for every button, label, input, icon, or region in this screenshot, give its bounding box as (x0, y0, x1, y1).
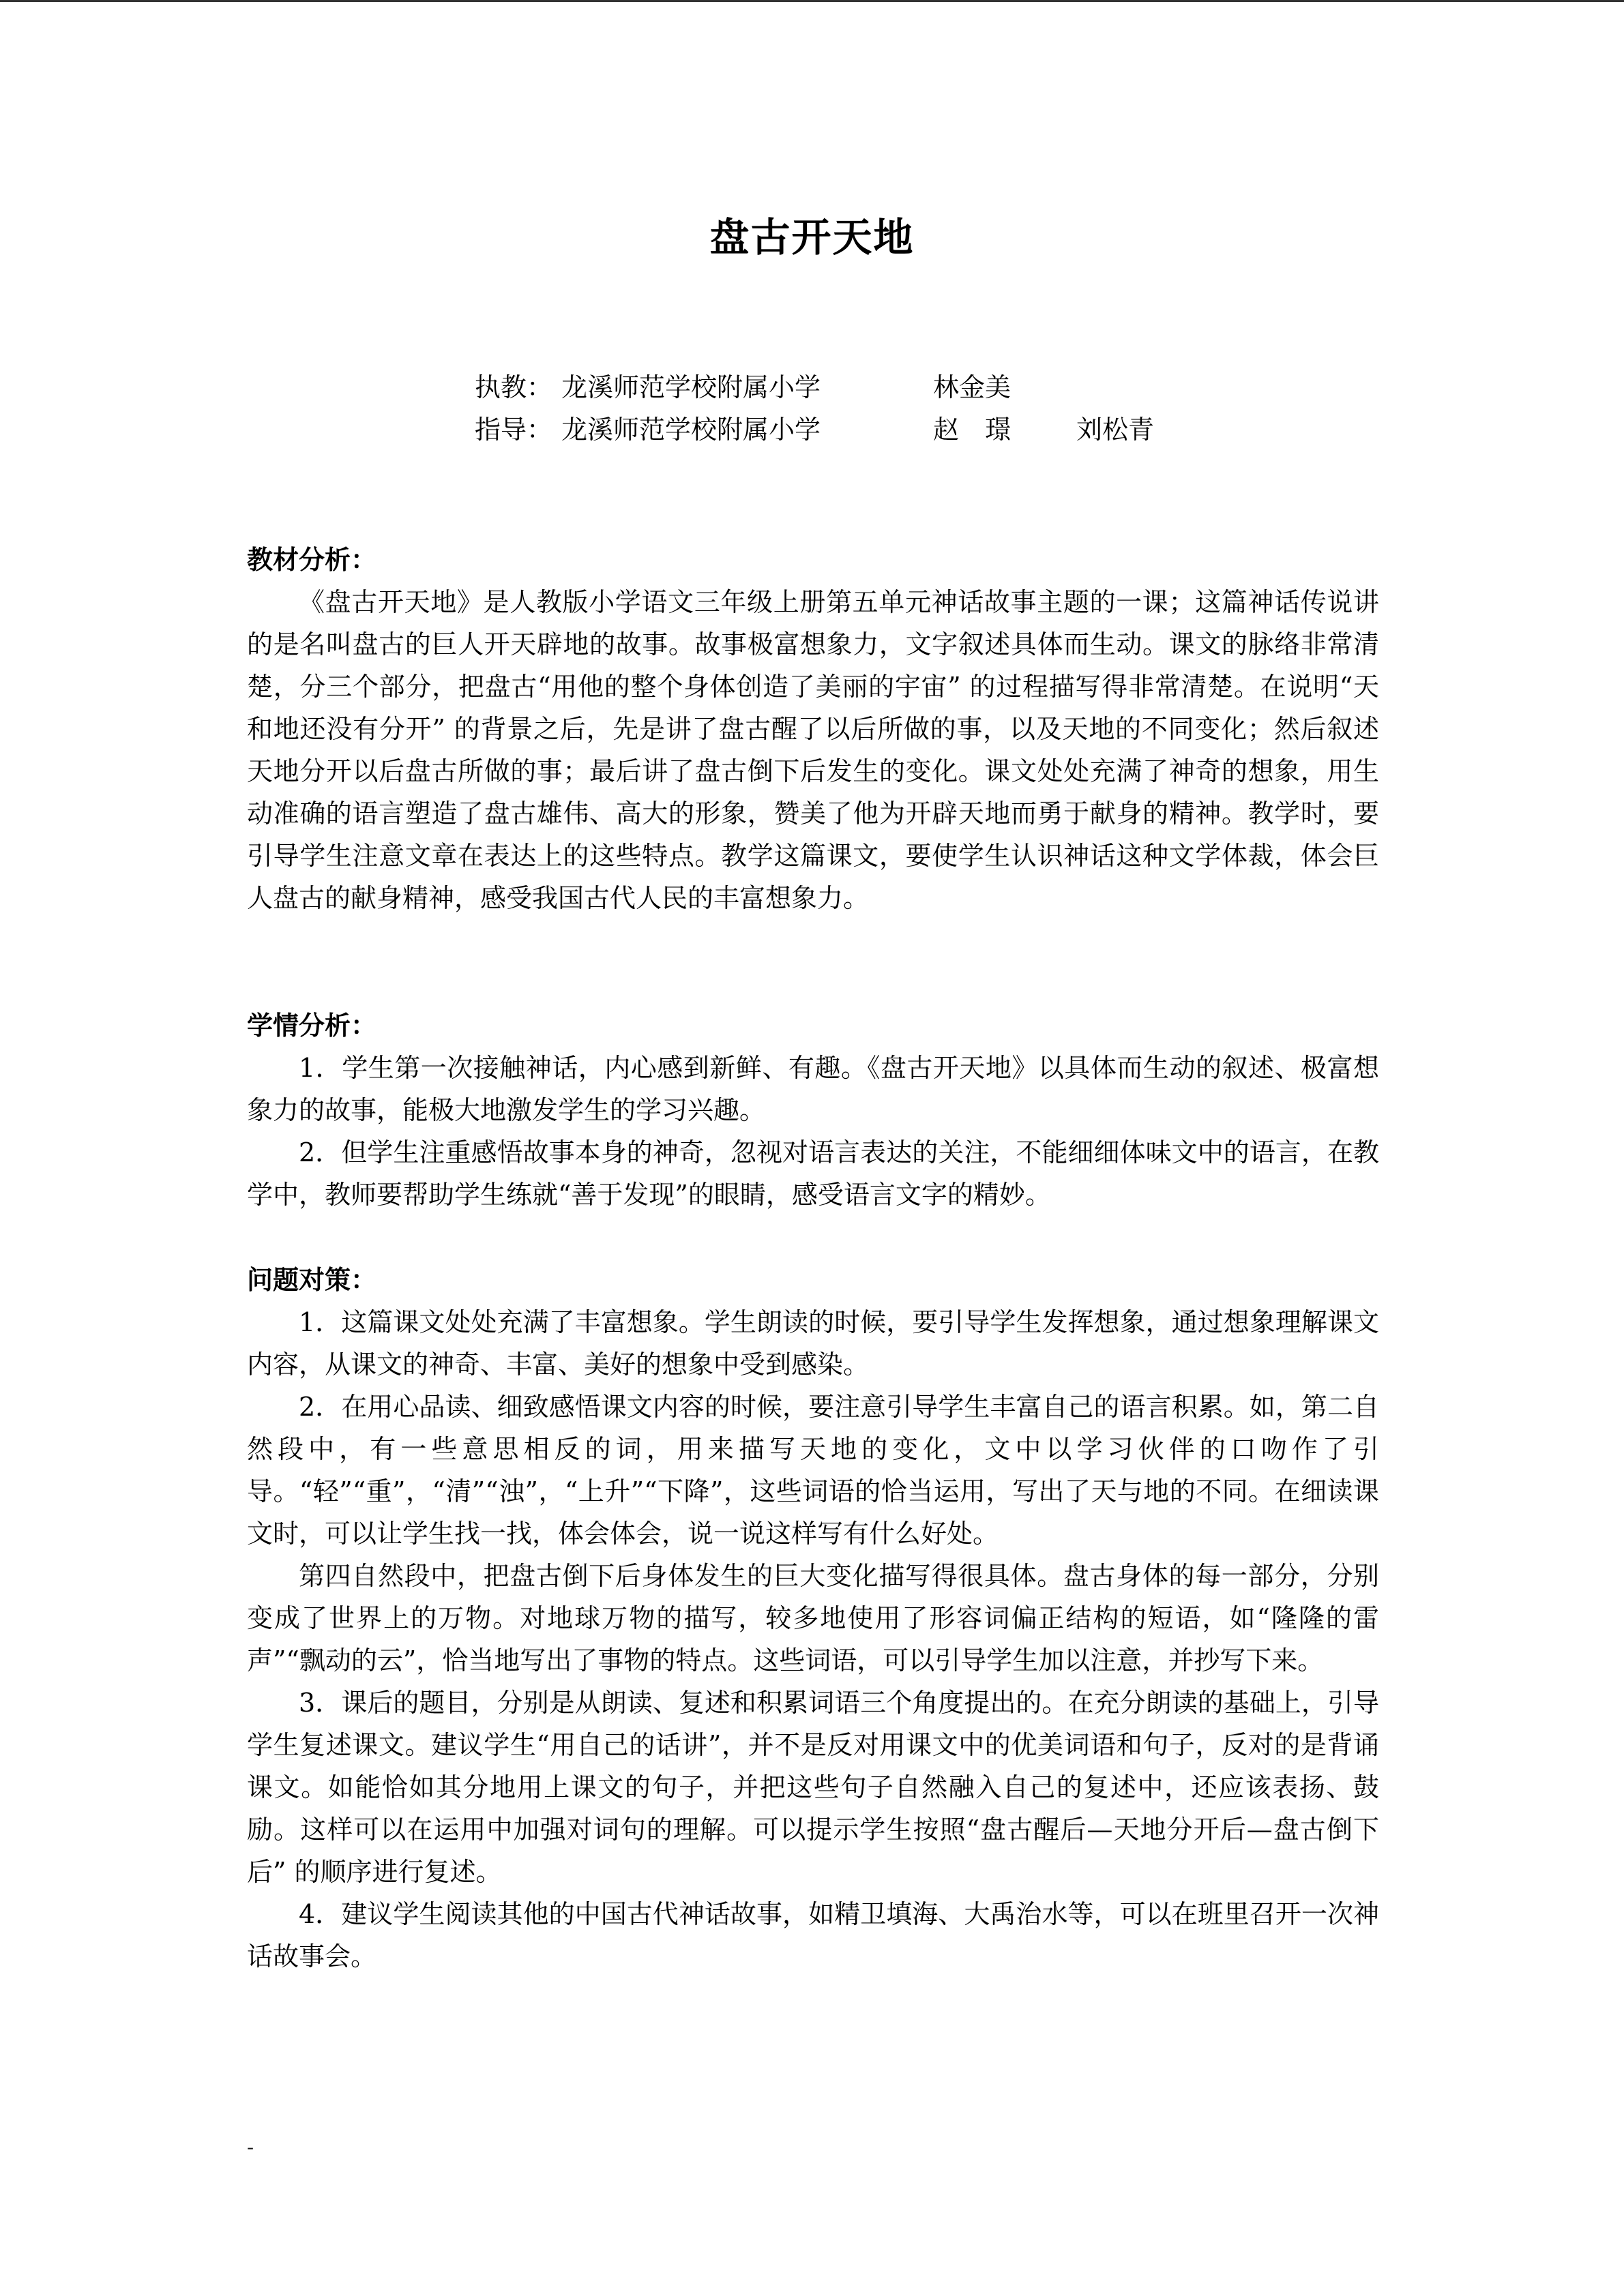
paragraph: 1．这篇课文处处充满了丰富想象。学生朗读的时候，要引导学生发挥想象，通过想象理解课文内容，从课文的神奇、丰富、美好的想象中受到感染。 (247, 1307, 1379, 1380)
page-top-border (0, 0, 1624, 2)
section-heading: 学情分析： (247, 1011, 377, 1041)
paragraph: 第四自然段中，把盘古倒下后身体发生的巨大变化描写得很具体。盘古身体的每一部分，分别变成了世界上的万物。对地球万物的描写，较多地使用了形容词偏正结构的短语，如“隆隆的雷声”“飘动的云”，恰当地写出了事物的特点。这些词语，可以引导学生加以注意，并抄写下来。 (247, 1561, 1379, 1675)
section-textbook-analysis (247, 539, 1379, 919)
paragraph: 3．课后的题目，分别是从朗读、复述和积累词语三个角度提出的。在充分朗读的基础上，引导学生复述课文。建议学生“用自己的话讲”，并不是反对用课文中的优美词语和句子，反对的是背诵课文。如能恰如其分地用上课文的句子，并把这些句子自然融入自己的复述中，还应该表扬、鼓励。这样可以在运用中加强对词句的理解。可以提示学生按照“盘古醒后—天地分开后—盘古倒下后” 的顺序进行复述。 (247, 1688, 1379, 1887)
paragraph: 1．学生第一次接触神话，内心感到新鲜、有趣。《盘古开天地》以具体而生动的叙述、极富想象力的故事，能极大地激发学生的学习兴趣。 (247, 1053, 1379, 1125)
credit-label: 执教： (475, 372, 553, 402)
document-title: 盘古开天地 (709, 214, 915, 260)
credit-name: 林金美 (933, 372, 1012, 402)
footer-mark: - (247, 2136, 254, 2160)
credit-name: 刘松青 (1076, 415, 1155, 445)
paragraph: 4．建议学生阅读其他的中国古代神话故事，如精卫填海、大禹治水等，可以在班里召开一次神话故事会。 (247, 1899, 1379, 1971)
credit-name: 赵 璟 (933, 415, 1012, 445)
paragraph: 2．在用心品读、细致感悟课文内容的时候，要注意引导学生丰富自己的语言积累。如，第二自然段中，有一些意思相反的词，用来描写天地的变化，文中以学习伙伴的口吻作了引导。“轻”“重”，“清”“浊”，“上升”“下降”，这些词语的恰当运用，写出了天与地的不同。在细读课文时，可以让学生找一找，体会体会，说一说这样写有什么好处。 (247, 1392, 1379, 1549)
section-heading: 问题对策： (247, 1265, 377, 1295)
credit-school: 龙溪师范学校附属小学 (561, 415, 821, 445)
credit-school: 龙溪师范学校附属小学 (561, 372, 821, 402)
credit-label: 指导： (475, 415, 553, 445)
section-heading: 教材分析： (247, 545, 377, 575)
paragraph: 2．但学生注重感悟故事本身的神奇，忽视对语言表达的关注，不能细细体味文中的语言，在教学中，教师要帮助学生练就“善于发现”的眼睛，感受语言文字的精妙。 (247, 1137, 1379, 1210)
section-student-analysis (247, 1004, 1379, 1216)
section-strategies (247, 1259, 1379, 1978)
paragraph: 《盘古开天地》是人教版小学语文三年级上册第五单元神话故事主题的一课；这篇神话传说讲的是名叫盘古的巨人开天辟地的故事。故事极富想象力，文字叙述具体而生动。课文的脉络非常清楚，分三个部分，把盘古“用他的整个身体创造了美丽的宇宙” 的过程描写得非常清楚。在说明“天和地还没有分开” 的背景之后，先是讲了盘古醒了以后所做的事，以及天地的不同变化；然后叙述天地分开以后盘古所做的事；最后讲了盘古倒下后发生的变化。课文处处充满了神奇的想象，用生动准确的语言塑造了盘古雄伟、高大的形象，赞美了他为开辟天地而勇于献身的精神。教学时，要引导学生注意文章在表达上的这些特点。教学这篇课文，要使学生认识神话这种文学体裁，体会巨人盘古的献身精神，感受我国古代人民的丰富想象力。 (247, 587, 1379, 913)
